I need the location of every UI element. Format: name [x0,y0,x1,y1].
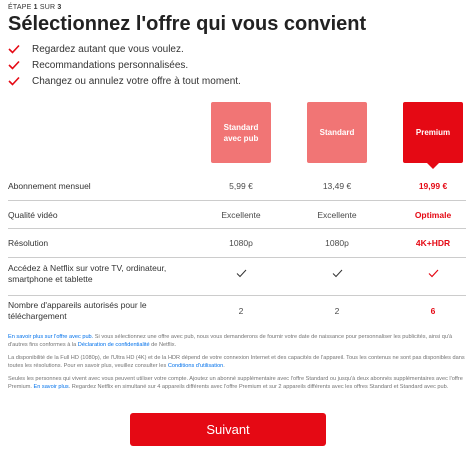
note-text: Seules les personnes qui vivent avec vous peuvent utiliser votre compte. Ajoutez un abonné supplémentaire avec l'offre Standard ou jusqu'à deux abonnés supplémentaires avec l'offre Premium. [8,376,463,390]
table-row-video-quality [8,201,466,229]
note-text: de Netflix. [149,342,177,348]
row-label: Qualité vidéo [8,210,58,220]
step-prefix: ÉTAPE [8,4,32,11]
benefit-item [8,73,241,89]
note-text: La disponibilité de la Full HD (1080p), de l'Ultra HD (4K) et de la HDR dépend de votre connexion Internet et des capacités de l'appareil. Tous les contenus ne sont pas disponibles dans toutes les résolutions. Pour en savoir plus, veuillez consulter les [8,355,465,369]
downloads-standard-with-ads: 2 [238,306,244,316]
row-label: Accédez à Netflix sur votre TV, ordinateur, smartphone et tablette [8,263,167,284]
resolution-standard-with-ads: 1080p [229,238,253,248]
price-standard-with-ads: 5,99 € [229,181,253,191]
table-row-devices [8,258,466,296]
page-title: Sélectionnez l'offre qui vous convient [8,13,367,35]
plan-name: Standard [319,128,355,137]
table-row-price [8,172,466,201]
next-button[interactable]: Suivant [130,413,326,446]
check-icon [8,58,22,72]
plan-selector [210,102,474,170]
benefit-item [8,57,241,73]
privacy-statement-link[interactable]: Déclaration de confidentialité [77,342,150,348]
step-middle: SUR [39,4,56,11]
note-household [8,375,466,391]
downloads-standard: 2 [334,306,340,316]
terms-of-use-link[interactable]: Conditions d'utilisation [167,363,224,369]
video-quality-premium: Optimale [414,210,452,220]
video-quality-standard-with-ads: Excellente [221,210,261,220]
plan-comparison-table [8,172,466,328]
row-label: Nombre d'appareils autorisés pour le téléchargement [8,300,147,321]
video-quality-standard: Excellente [317,210,357,220]
note-resolution [8,354,466,370]
step-current: 1 [33,4,38,11]
benefit-text: Regardez autant que vous voulez. [32,43,184,55]
plan-name: Standard avec pub [223,122,259,143]
benefit-text: Changez ou annulez votre offre à tout moment. [32,75,241,87]
step-indicator [8,4,61,11]
resolution-standard: 1080p [325,238,349,248]
plan-card-standard-with-ads[interactable] [211,102,271,163]
table-row-downloads [8,296,466,328]
learn-more-ads-link[interactable]: En savoir plus sur l'offre avec pub. [8,334,94,340]
price-standard: 13,49 € [322,181,352,191]
learn-more-link[interactable]: En savoir plus [33,384,69,390]
check-icon [211,269,271,280]
plan-card-premium[interactable] [403,102,463,163]
row-label: Abonnement mensuel [8,181,91,191]
downloads-premium: 6 [430,306,436,316]
check-icon [8,74,22,88]
legal-notes [8,333,466,396]
check-icon [403,269,463,280]
benefit-item [8,41,241,57]
resolution-premium: 4K+HDR [415,238,451,248]
step-total: 3 [57,4,62,11]
note-text: Si vous sélectionnez une offre avec pub, nous vous demanderons de fournir votre date de naissance pour personnaliser les publicités, ainsi qu'à d'autres fins conformes à la [8,334,453,348]
note-text: . [223,363,225,369]
plan-name: Premium [415,128,451,137]
benefit-text: Recommandations personnalisées. [32,59,189,71]
row-label: Résolution [8,238,49,248]
benefits-list [8,41,241,89]
check-icon [307,269,367,280]
note-text: . Regardez Netflix en simultané sur 4 appareils différents avec l'offre Premium et sur 2 appareils différents avec les offres Standard et Standard avec pub. [68,384,449,390]
check-icon [8,42,22,56]
plan-card-standard[interactable] [307,102,367,163]
table-row-resolution [8,229,466,258]
price-premium: 19,99 € [418,181,448,191]
note-ads [8,333,466,349]
